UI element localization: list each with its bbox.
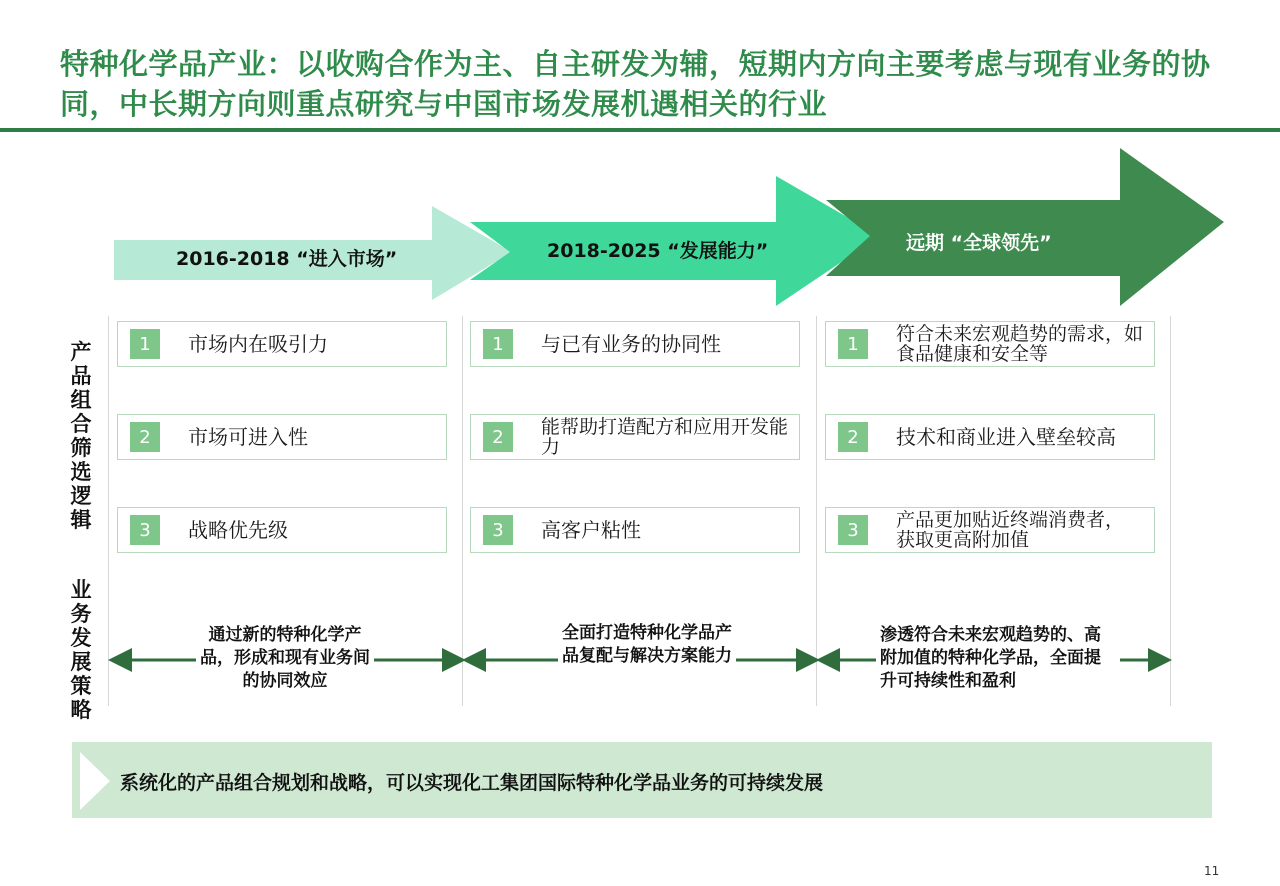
criteria-text: 高客户粘性 (541, 518, 641, 542)
criteria-text: 战略优先级 (188, 518, 288, 542)
criteria-text: 技术和商业进入壁垒较高 (896, 425, 1116, 449)
criteria-box (470, 321, 800, 367)
criteria-number: 1 (483, 329, 513, 359)
criteria-number: 1 (838, 329, 868, 359)
conclusion-text: 系统化的产品组合规划和战略，可以实现化工集团国际特种化学品业务的可持续发展 (120, 772, 824, 794)
strategy-text-2: 全面打造特种化学品产品复配与解决方案能力 (558, 622, 736, 668)
criteria-text: 产品更加贴近终端消费者，获取更高附加值 (896, 509, 1125, 551)
criteria-box (825, 321, 1155, 367)
criteria-text: 市场可进入性 (188, 425, 308, 449)
criteria-number: 2 (483, 422, 513, 452)
page-title: 特种化学品产业：以收购合作为主、自主研发为辅，短期内方向主要考虑与现有业务的协同，中长期方向则重点研究与中国市场发展机遇相关的行业 (60, 47, 1211, 121)
criteria-box (470, 507, 800, 553)
criteria-text: 与已有业务的协同性 (541, 332, 721, 356)
strategy-text-3: 渗透符合未来宏观趋势的、高附加值的特种化学品，全面提升可持续性和盈利 (876, 624, 1120, 693)
criteria-box (470, 414, 800, 460)
phase-arrow-3 (826, 148, 1224, 306)
criteria-number: 2 (838, 422, 868, 452)
criteria-text: 符合未来宏观趋势的需求，如食品健康和安全等 (896, 323, 1144, 365)
criteria-number: 3 (130, 515, 160, 545)
phase-arrows (0, 140, 1280, 310)
criteria-text: 能帮助打造配方和应用开发能力 (541, 416, 789, 458)
criteria-box (825, 507, 1155, 553)
strategy-text-1: 通过新的特种化学产品，形成和现有业务间的协同效应 (196, 624, 374, 693)
criteria-number: 3 (483, 515, 513, 545)
criteria-text: 市场内在吸引力 (188, 332, 328, 356)
strategy-side-label: 业务发展策略 (70, 578, 92, 722)
criteria-number: 1 (130, 329, 160, 359)
criteria-side-label: 产品组合筛选逻辑 (70, 340, 92, 532)
phase-label-2: 2018-2025 “发展能力” (547, 240, 769, 262)
criteria-number: 3 (838, 515, 868, 545)
criteria-box (117, 507, 447, 553)
phase-label-3: 远期 “全球领先” (906, 232, 1052, 254)
page-number: 11 (1204, 864, 1220, 878)
criteria-number: 2 (130, 422, 160, 452)
criteria-box (825, 414, 1155, 460)
title-divider (0, 128, 1280, 132)
banner-chevron-icon (80, 752, 114, 810)
criteria-box (117, 321, 447, 367)
criteria-box (117, 414, 447, 460)
phase-label-1: 2016-2018 “进入市场” (176, 248, 398, 270)
